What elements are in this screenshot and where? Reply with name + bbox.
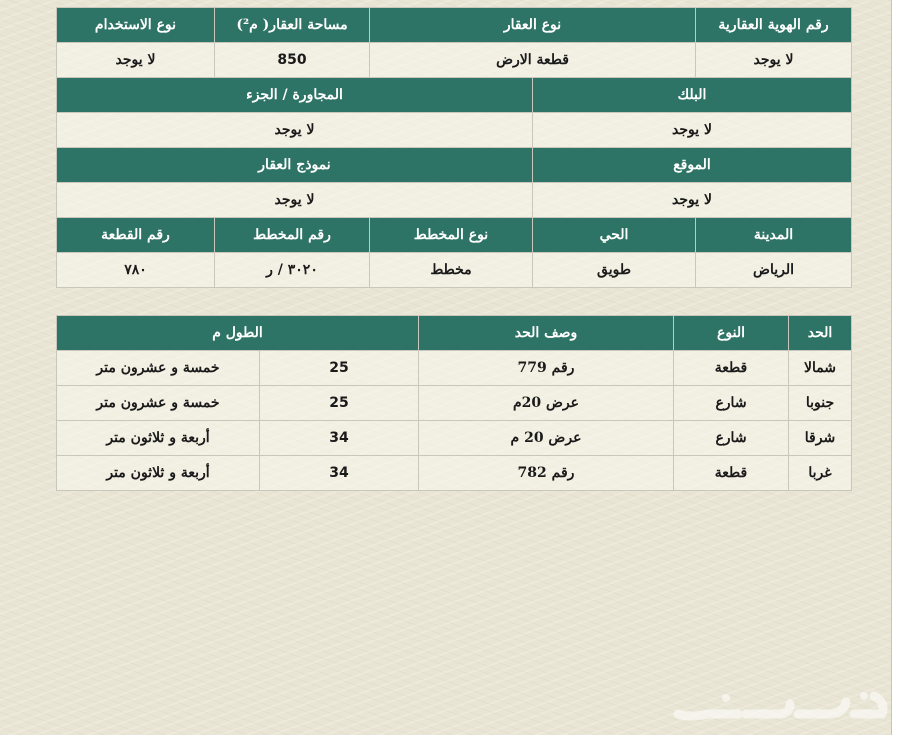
cell-length-words: أربعة و ثلاثون متر [57,456,260,491]
value-cell-neighborhood-part: لا يوجد [57,113,533,148]
header-cell-city: المدينة [696,218,852,253]
table-row [57,421,852,456]
header-cell-plan-number: رقم المخطط [215,218,370,253]
header-cell-description: وصف الحد [419,316,674,351]
haraj-watermark-logo [668,684,892,728]
table-row [57,113,852,148]
table-row [57,8,852,43]
value-cell-property-model: لا يوجد [57,183,533,218]
cell-type: شارع [674,421,789,456]
cell-description: عرض 20 م [419,421,674,456]
cell-length: 34 [260,421,419,456]
boundaries-table [56,315,852,491]
cell-length-words: خمسة و عشرون متر [57,351,260,386]
value-cell-city: الرياض [696,253,852,288]
cell-length: 34 [260,456,419,491]
cell-type: قطعة [674,456,789,491]
header-cell-location: الموقع [533,148,852,183]
header-cell-district: الحي [533,218,696,253]
table-row [57,148,852,183]
cell-description: رقم 779 [419,351,674,386]
value-cell-property-type: قطعة الارض [370,43,696,78]
value-cell-block: لا يوجد [533,113,852,148]
cell-type: شارع [674,386,789,421]
value-cell-plan-number: ٣٠٢٠ / ر [215,253,370,288]
table-row [57,78,852,113]
cell-side: غربا [789,456,852,491]
cell-description: رقم 782 [419,456,674,491]
header-cell-plan-type: نوع المخطط [370,218,533,253]
cell-side: شمالا [789,351,852,386]
header-cell-usage-type: نوع الاستخدام [57,8,215,43]
value-cell-property-id: لا يوجد [696,43,852,78]
table-row [57,316,852,351]
cell-description: عرض 20م [419,386,674,421]
cell-side: شرقا [789,421,852,456]
table-row [57,183,852,218]
header-cell-property-id: رقم الهوية العقارية [696,8,852,43]
value-cell-plot-number: ٧٨٠ [57,253,215,288]
header-cell-property-type: نوع العقار [370,8,696,43]
header-cell-side: الحد [789,316,852,351]
cell-length: 25 [260,386,419,421]
header-cell-plot-number: رقم القطعة [57,218,215,253]
value-cell-usage-type: لا يوجد [57,43,215,78]
table-row [57,43,852,78]
value-cell-property-area: 850 [215,43,370,78]
value-cell-district: طويق [533,253,696,288]
header-cell-length: الطول م [57,316,419,351]
table-row [57,253,852,288]
table-row [57,351,852,386]
table-row [57,218,852,253]
table-row [57,386,852,421]
value-cell-plan-type: مخطط [370,253,533,288]
header-cell-type: النوع [674,316,789,351]
header-cell-neighborhood-part: المجاورة / الجزء [57,78,533,113]
cell-length-words: خمسة و عشرون متر [57,386,260,421]
header-cell-block: البلك [533,78,852,113]
header-cell-property-area: مساحة العقار( م²) [215,8,370,43]
cell-side: جنوبا [789,386,852,421]
property-info-table [56,7,852,288]
value-cell-location: لا يوجد [533,183,852,218]
cell-type: قطعة [674,351,789,386]
cell-length-words: أربعة و ثلاثون متر [57,421,260,456]
right-edge-strip [891,0,900,735]
header-cell-property-model: نموذج العقار [57,148,533,183]
cell-length: 25 [260,351,419,386]
table-row [57,456,852,491]
